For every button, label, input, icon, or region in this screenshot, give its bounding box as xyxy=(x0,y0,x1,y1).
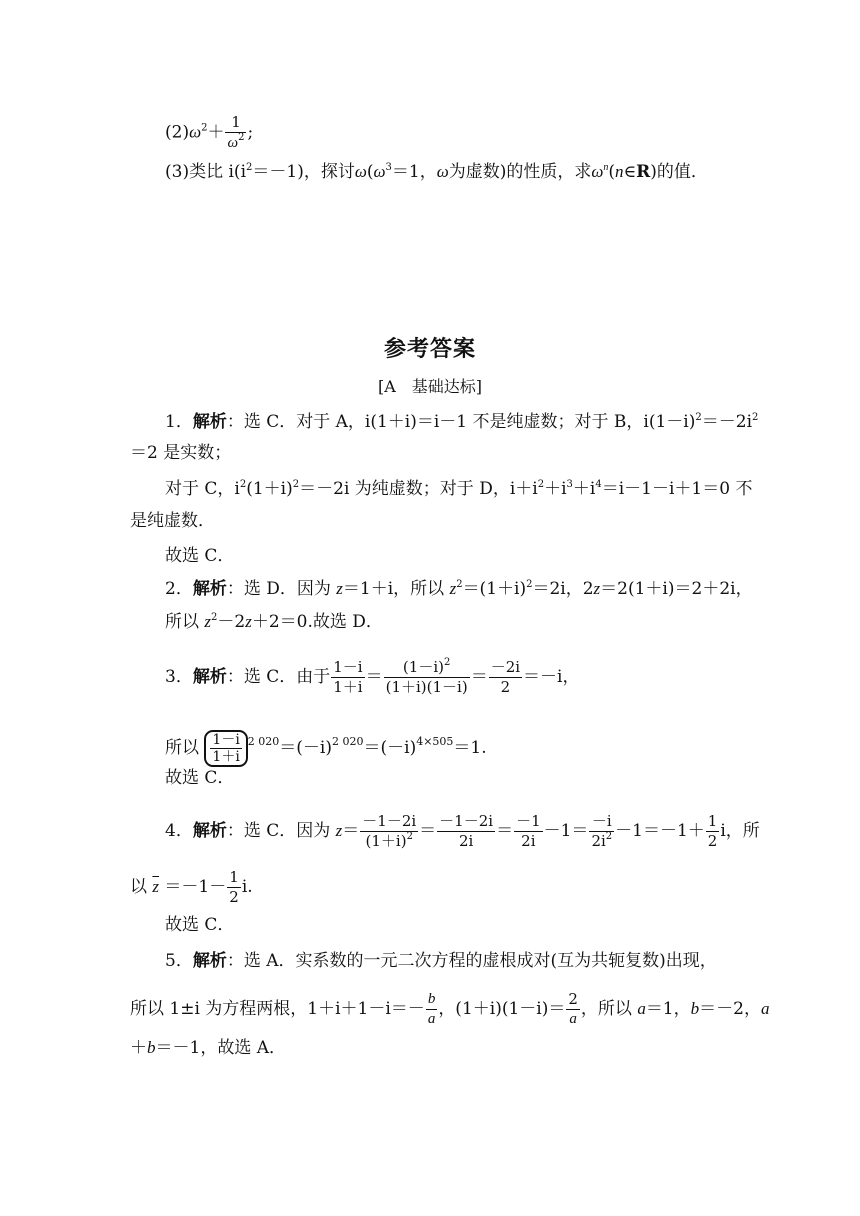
answer-4-line-3: 故选 C． xyxy=(165,915,235,935)
problem-2: $(2)\omega^2+$ $\frac{1}{\omega^2}$ ; xyxy=(165,113,254,151)
section-title: [A 基础达标] xyxy=(377,377,483,396)
answer-1-line-1: 1．解析：选 C．对于 A，i(1＋i)＝i－1 不是纯虚数；对于 B，$i(1-i)^2=-2i^2$ xyxy=(165,412,759,432)
answer-3-label: 解析 xyxy=(192,667,227,687)
answer-1-label: 解析 xyxy=(192,412,227,432)
answer-3-line-1: 3．解析：选 C．由于 $\frac{1-i}{1+i}$ ＝ $\frac{(1-i)^2}{(1+i)(1-i)}$ ＝ $\frac{-2i}{2}$ ＝－i， xyxy=(165,657,580,696)
answer-2-label: 解析 xyxy=(192,579,227,599)
answer-1-line-5: 故选 C． xyxy=(165,546,235,566)
answer-2-line-1: 2．解析：选 D．因为 z＝1＋i，所以 $z^2=(1+i)^2=2i$，2z＝2(1＋i)＝2＋2i， xyxy=(165,579,753,599)
answer-5-label: 解析 xyxy=(192,951,227,971)
answer-5-line-3: ＋b＝－1，故选 A． xyxy=(130,1038,286,1058)
answer-3-line-2: 所以 $\frac{1-i}{1+i}$ $^{2 020}=(-i)^{2 020}=(-i)^{4\times 505}=1$. xyxy=(165,732,487,765)
answer-4-line-2: 以 $\overline{z} =-1-$ $\frac{1}{2}$ i. xyxy=(130,868,253,906)
answer-1-line-4: 是纯虚数． xyxy=(130,511,215,531)
answer-3-line-3: 故选 C． xyxy=(165,768,235,788)
problem-3: (3)类比 $i(i^2=-1)$，探讨$\omega(\omega^3=1$，ω为虚数)的性质，求$\omega^n(n\in R)$的值． xyxy=(165,162,708,182)
problem-3-label: (3) xyxy=(165,162,190,182)
problem-2-label: (2) xyxy=(165,122,190,143)
answer-4-line-1: 4．解析：选 C．因为 z＝ $\frac{-1-2i}{(1+i)^2}$ ＝ $\frac{-1-2i}{2i}$ ＝ $\frac{-1}{2i}$ －1＝ $\frac{-i}{2i^2}$ －1＝－1＋ $\frac{1}{2}$ i，所 xyxy=(165,812,760,850)
answer-title: 参考答案 xyxy=(383,337,476,362)
answer-2-line-2: 所以 $z^2-2z+2=0$.故选 D． xyxy=(165,612,383,632)
answer-4-label: 解析 xyxy=(192,821,227,841)
answer-1-line-3: 对于 C，$i^2(1+i)^2=-2i$ 为纯虚数；对于 D，$i+i^2+i^3+i^4=i-1-i+1=0$ 不 xyxy=(165,479,753,499)
answer-1-line-2: ＝2 是实数； xyxy=(130,443,232,463)
answer-5-line-1: 5．解析：选 A．实系数的一元二次方程的虚根成对(互为共轭复数)出现， xyxy=(165,951,717,971)
answer-5-line-2: 所以 1±i 为方程两根，1＋i＋1－i＝－ $\frac{b}{a}$ ，(1＋i)(1－i)＝ $\frac{2}{a}$ ，所以 a＝1，b＝－2，a xyxy=(130,990,770,1027)
